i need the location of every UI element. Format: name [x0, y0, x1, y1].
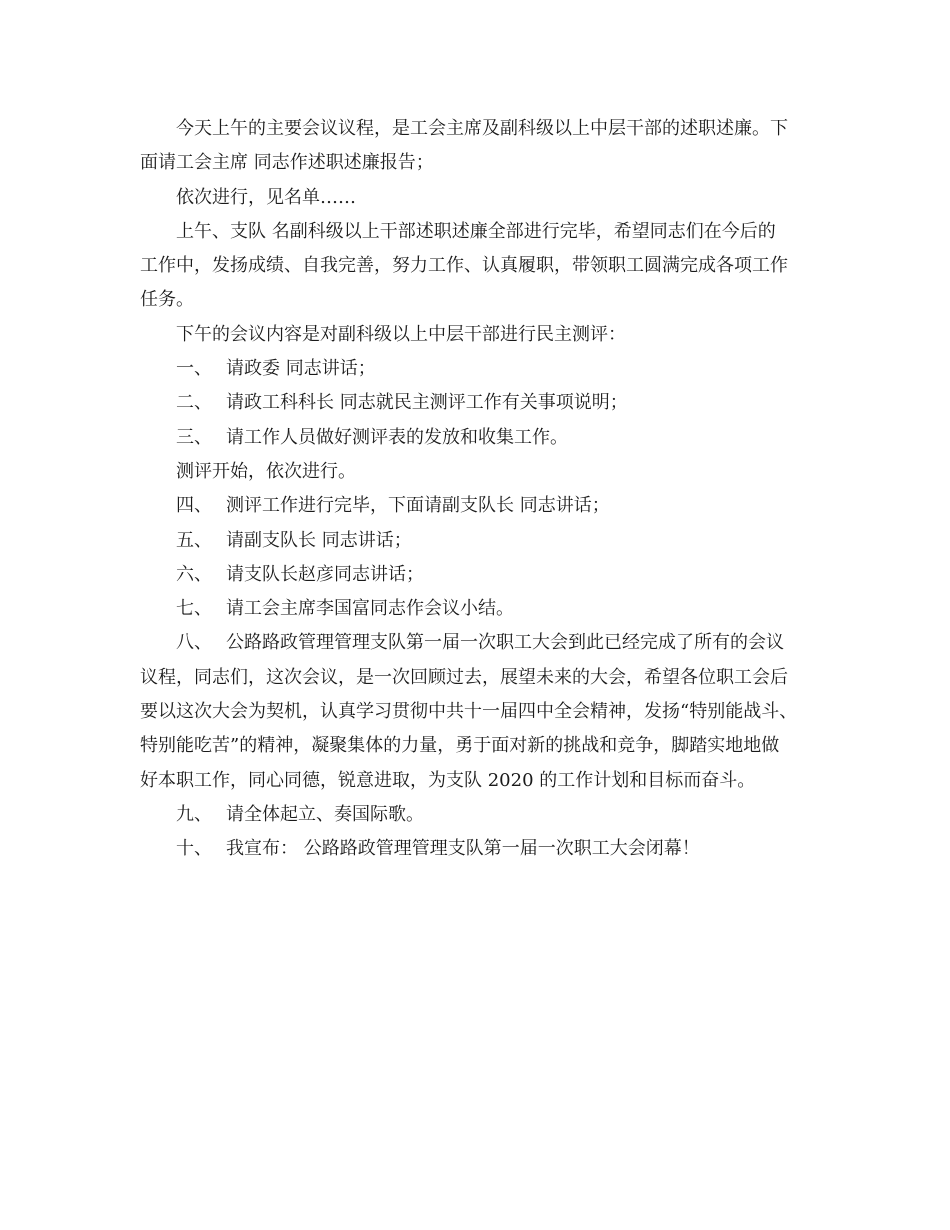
- item-number: 三、: [176, 426, 212, 448]
- item-number: 六、: [176, 563, 212, 585]
- item-text: 请全体起立、奏国际歌。: [226, 803, 424, 825]
- item-number: 四、: [176, 495, 212, 517]
- list-item: [140, 489, 815, 523]
- list-item: [140, 421, 815, 455]
- item-text: 请支队长赵彦同志讲话；: [226, 563, 424, 585]
- text-line: 下午的会议内容是对副科级以上中层干部进行民主测评：: [176, 323, 626, 345]
- item-number: 二、: [176, 392, 212, 414]
- paragraph-afternoon-intro: [140, 318, 815, 352]
- list-item: [140, 592, 815, 626]
- list-item-closing-remarks: [140, 626, 815, 797]
- text-line: 面请工会主席 同志作述职述廉报告；: [140, 152, 434, 174]
- item-first-line: [140, 626, 815, 660]
- text-line: 要以这次大会为契机，认真学习贯彻中共十一届四中全会精神，发扬“特别能战斗、: [140, 701, 798, 723]
- item-text: 请政委 同志讲话；: [226, 358, 376, 380]
- text-line: 依次进行，见名单……: [176, 186, 356, 208]
- item-text: 请副支队长 同志讲话；: [226, 529, 412, 551]
- item-text: 公路路政管理管理支队第一届一次职工大会到此已经完成了所有的会议: [226, 632, 784, 654]
- item-text: 测评工作进行完毕，下面请副支队长 同志讲话；: [226, 495, 610, 517]
- item-number: 一、: [176, 358, 212, 380]
- item-number: 九、: [176, 803, 212, 825]
- list-item: [140, 832, 815, 866]
- item-number: 十、: [176, 838, 212, 860]
- document-body: [140, 112, 815, 867]
- list-item: [140, 524, 815, 558]
- item-number: 五、: [176, 529, 212, 551]
- text-line: 议程，同志们，这次会议，是一次回顾过去，展望未来的大会，希望各位职工会后: [140, 666, 788, 688]
- item-text: 我宣布： 公路路政管理管理支队第一届一次职工大会闭幕！: [226, 838, 700, 860]
- text-line: 工作中，发扬成绩、自我完善，努力工作、认真履职，带领职工圆满完成各项工作: [140, 255, 788, 277]
- paragraph-morning-summary: [140, 215, 815, 318]
- item-text: 请工会主席李国富同志作会议小结。: [226, 598, 514, 620]
- list-item: [140, 798, 815, 832]
- paragraph-agenda-intro: [140, 112, 815, 181]
- text-line: 好本职工作，同心同德，锐意进取，为支队 2020 的工作计划和目标而奋斗。: [140, 769, 756, 791]
- text-line: 今天上午的主要会议议程，是工会主席及副科级以上中层干部的述职述廉。下: [176, 118, 788, 139]
- item-number: 八、: [176, 632, 212, 654]
- text-line: 上午、支队 名副科级以上干部述职述廉全部进行完毕，希望同志们在今后的: [176, 220, 776, 242]
- text-line: 特别能吃苦”的精神，凝聚集体的力量，勇于面对新的挑战和竞争，脚踏实地地做: [140, 735, 780, 757]
- list-item: [140, 558, 815, 592]
- paragraph-proceed: [140, 181, 815, 215]
- text-line: 任务。: [140, 289, 194, 311]
- list-item: [140, 352, 815, 386]
- item-text: 请工作人员做好测评表的发放和收集工作。: [226, 426, 568, 448]
- paragraph-evaluation-start: [140, 455, 815, 489]
- text-line: 测评开始，依次进行。: [176, 460, 356, 482]
- item-text: 请政工科科长 同志就民主测评工作有关事项说明；: [226, 392, 628, 414]
- item-number: 七、: [176, 598, 212, 620]
- list-item: [140, 386, 815, 420]
